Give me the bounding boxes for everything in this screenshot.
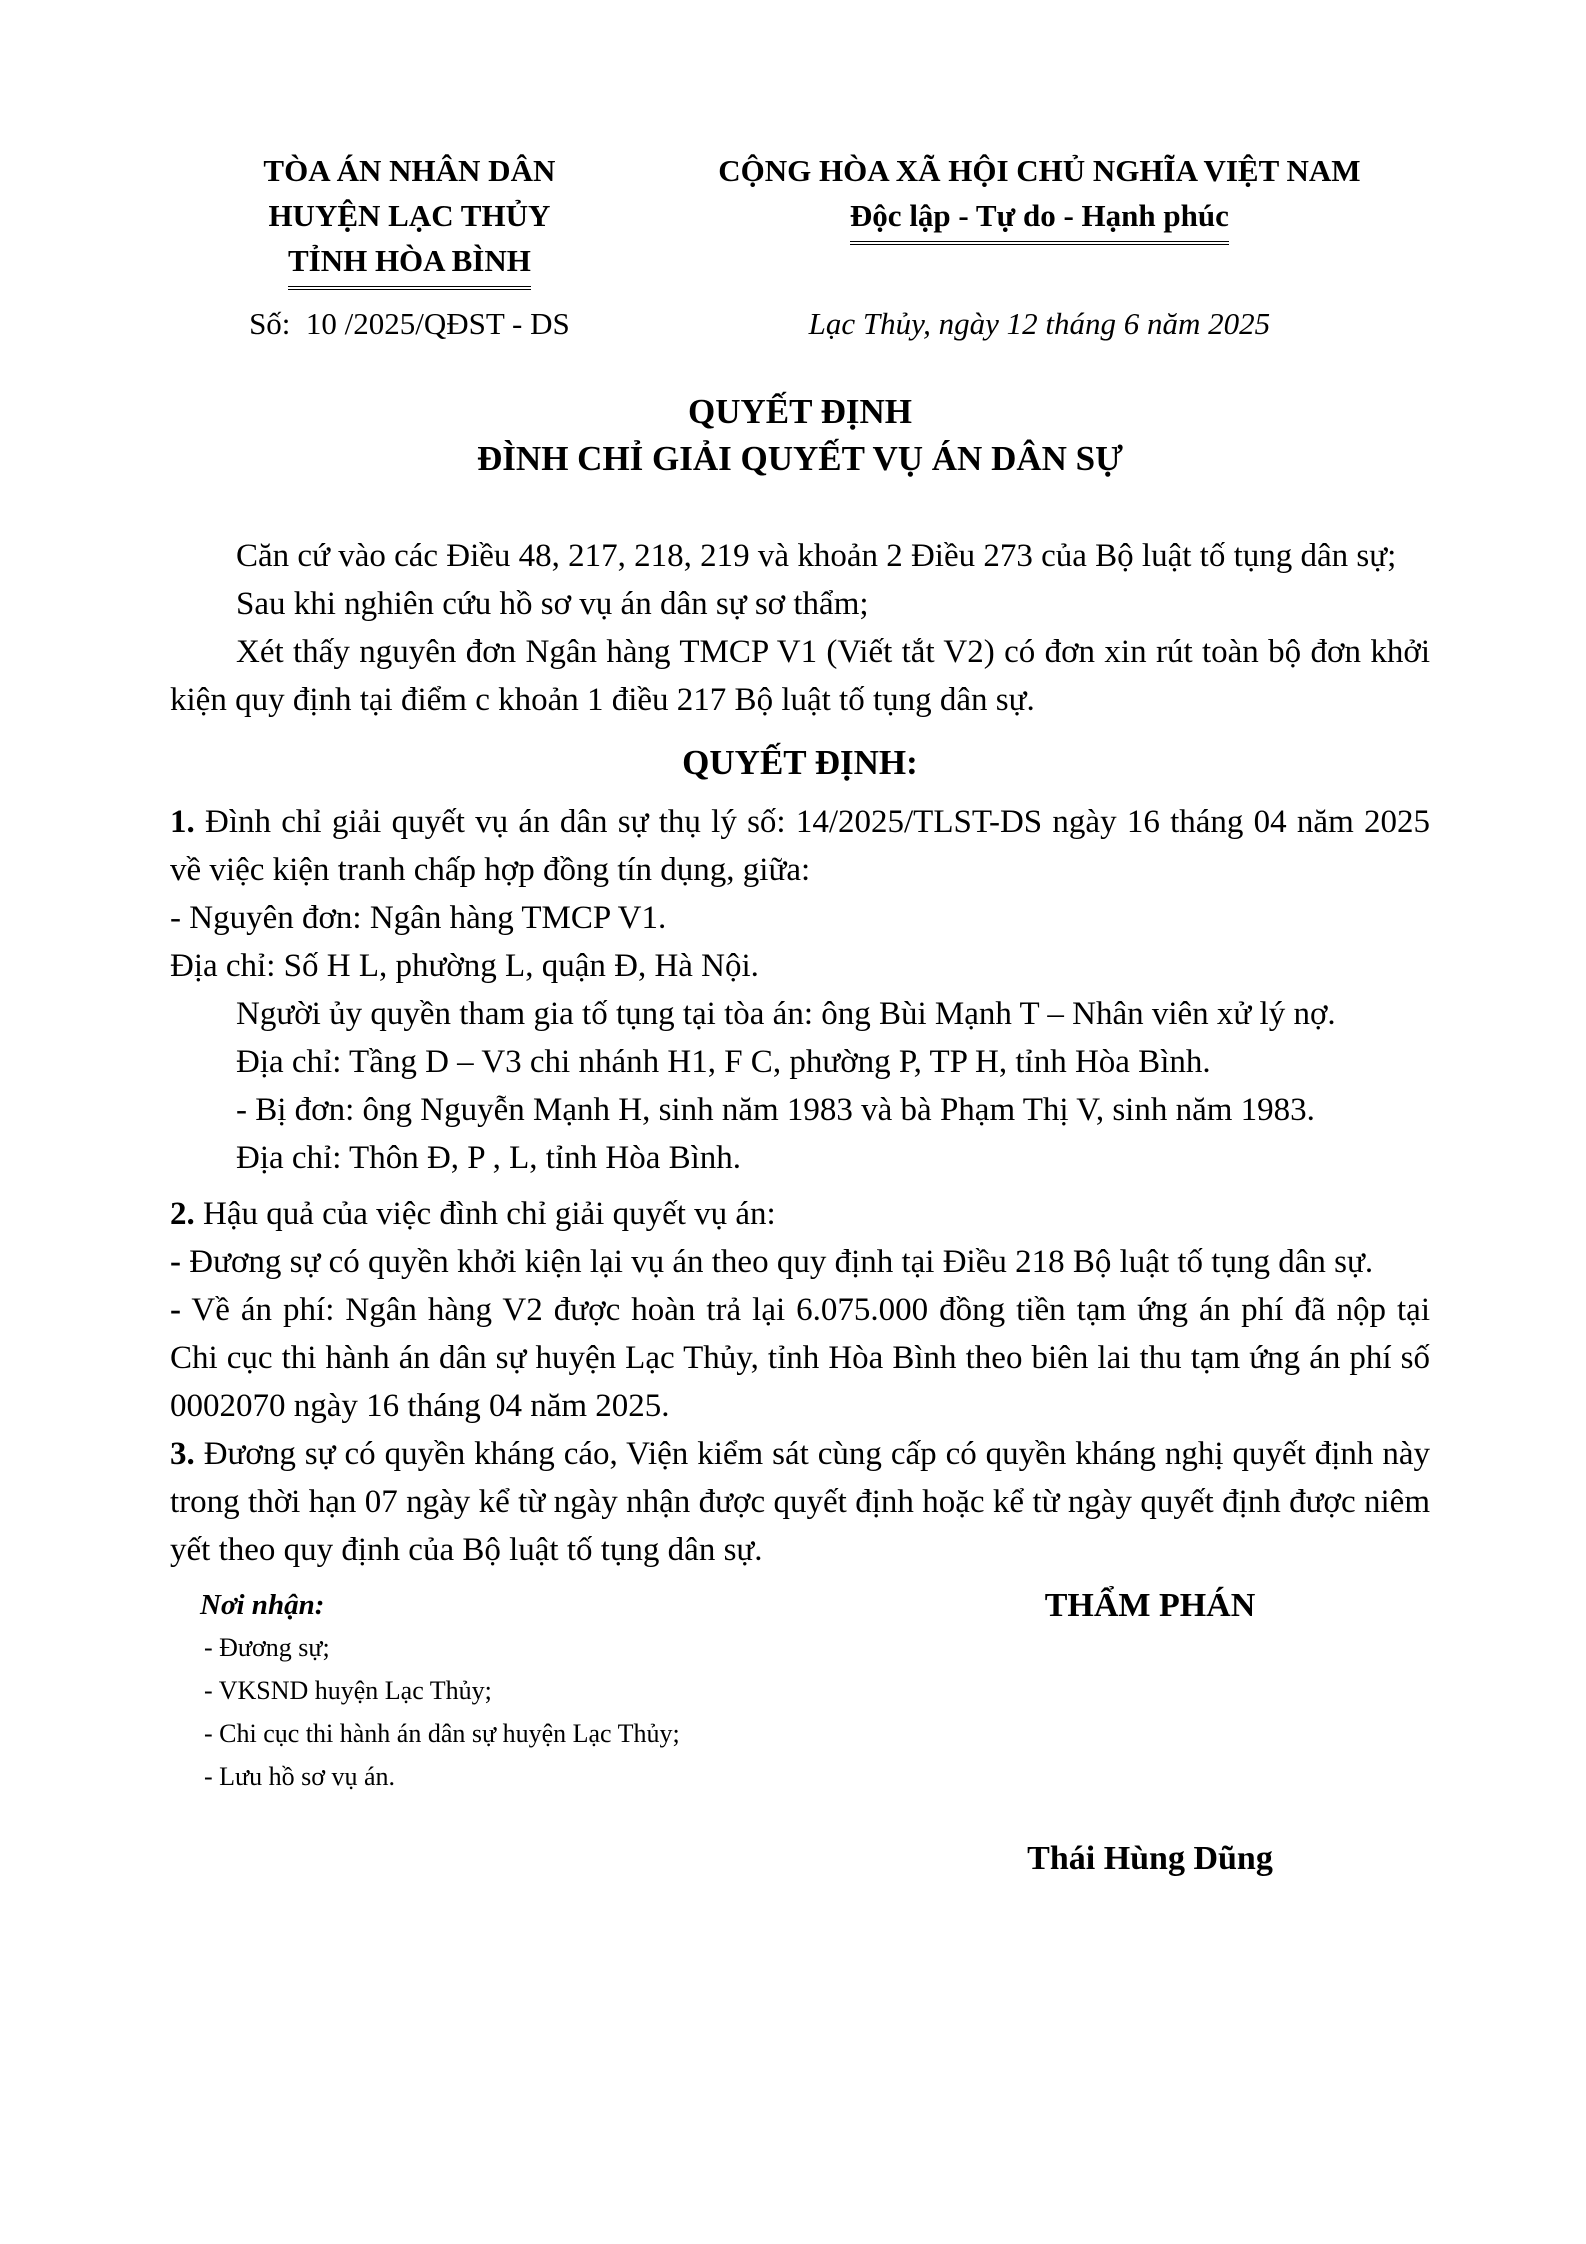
section-text: Hậu quả của việc đình chỉ giải quyết vụ án: xyxy=(194,1196,776,1232)
section-number: 3. xyxy=(170,1436,195,1472)
section-paragraph xyxy=(170,990,1430,1038)
recipient-item: - Chi cục thi hành án dân sự huyện Lạc Thủy; xyxy=(204,1719,680,1748)
section-paragraph xyxy=(170,894,1430,942)
court-name-line1: TÒA ÁN NHÂN DÂN xyxy=(263,153,556,188)
section-number: 1. xyxy=(170,804,195,840)
section-text: Về án phí: Ngân hàng V2 được hoàn trả lại 6.075.000 đồng tiền tạm ứng án phí đã nộp tại Chi cục thi hành án dân sự huyện Lạc Thủy, tỉnh Hòa Bình theo biên lai thu tạm ứng án phí số 0002070 ngày 16 tháng 04 năm 2025. xyxy=(170,1292,1430,1424)
document-number: Số: 10 /2025/QĐST - DS xyxy=(249,306,570,341)
judge-title: THẨM PHÁN xyxy=(1044,1587,1256,1624)
court-name-line2: HUYỆN LẠC THỦY xyxy=(268,198,551,233)
section-paragraph xyxy=(170,1134,1430,1182)
section-text: Người ủy quyền tham gia tố tụng tại tòa án: ông Bùi Mạnh T – Nhân viên xử lý nợ. xyxy=(236,996,1336,1032)
recipients-block xyxy=(170,1584,870,1878)
document-meta-row xyxy=(170,306,1430,342)
recipients-label: Nơi nhận: xyxy=(200,1589,325,1621)
section-text: Địa chỉ: Số H L, phường L, quận Đ, Hà Nội. xyxy=(170,948,759,984)
section-text: Đương sự có quyền kháng cáo, Viện kiểm sát cùng cấp có quyền kháng nghị quyết định này trong thời hạn 07 ngày kể từ ngày nhận được quyết định hoặc kể từ ngày quyết định được niêm yết theo quy định của Bộ luật tố tụng dân sự. xyxy=(170,1436,1430,1568)
document-title-line1: QUYẾT ĐỊNH xyxy=(688,392,912,431)
national-header-block xyxy=(649,148,1430,290)
decision-heading: QUYẾT ĐỊNH: xyxy=(682,743,918,782)
section-paragraph xyxy=(170,1086,1430,1134)
document-footer xyxy=(170,1584,1430,1878)
judge-name: Thái Hùng Dũng xyxy=(1027,1840,1273,1877)
section-paragraph xyxy=(170,1286,1430,1430)
section-text: - Bị đơn: ông Nguyễn Mạnh H, sinh năm 1983 và bà Phạm Thị V, sinh năm 1983. xyxy=(236,1092,1315,1128)
section-paragraph xyxy=(170,942,1430,990)
recipient-item: - Đương sự; xyxy=(204,1633,330,1662)
place-and-date: Lạc Thủy, ngày 12 tháng 6 năm 2025 xyxy=(808,306,1271,341)
national-motto-line1: CỘNG HÒA XÃ HỘI CHỦ NGHĨA VIỆT NAM xyxy=(718,153,1361,188)
court-header-block xyxy=(170,148,649,290)
section-paragraph xyxy=(170,798,1430,894)
section-paragraph xyxy=(170,1430,1430,1574)
section-dash: - xyxy=(170,1244,181,1280)
preamble-paragraph: Căn cứ vào các Điều 48, 217, 218, 219 và khoản 2 Điều 273 của Bộ luật tố tụng dân sự; xyxy=(236,538,1397,574)
recipient-item: - VKSND huyện Lạc Thủy; xyxy=(204,1676,492,1705)
section-paragraph xyxy=(170,1238,1430,1286)
preamble-paragraph: Sau khi nghiên cứu hồ sơ vụ án dân sự sơ thẩm; xyxy=(236,586,869,622)
section-text: Đình chỉ giải quyết vụ án dân sự thụ lý số: 14/2025/TLST-DS ngày 16 tháng 04 năm 2025 về việc kiện tranh chấp hợp đồng tín dụng, giữa: xyxy=(170,804,1430,888)
document-body xyxy=(170,532,1430,1574)
section-text: Địa chỉ: Tầng D – V3 chi nhánh H1, F C, phường P, TP H, tỉnh Hòa Bình. xyxy=(236,1044,1211,1080)
document-header xyxy=(170,148,1430,290)
document-title-line2: ĐÌNH CHỈ GIẢI QUYẾT VỤ ÁN DÂN SỰ xyxy=(477,439,1123,478)
section-text: Đương sự có quyền khởi kiện lại vụ án theo quy định tại Điều 218 Bộ luật tố tụng dân sự. xyxy=(181,1244,1374,1280)
section-text: Địa chỉ: Thôn Đ, P , L, tỉnh Hòa Bình. xyxy=(236,1140,742,1176)
preamble-paragraph: Xét thấy nguyên đơn Ngân hàng TMCP V1 (Viết tắt V2) có đơn xin rút toàn bộ đơn khởi kiện quy định tại điểm c khoản 1 điều 217 Bộ luật tố tụng dân sự. xyxy=(170,634,1430,718)
recipient-item: - Lưu hồ sơ vụ án. xyxy=(204,1762,396,1791)
national-motto-line2 xyxy=(649,193,1430,245)
document-title xyxy=(170,388,1430,482)
signature-block xyxy=(870,1584,1430,1878)
motto-underlined: Độc lập - Tự do - Hạnh phúc xyxy=(850,193,1229,245)
section-paragraph xyxy=(170,1190,1430,1238)
section-text: - Nguyên đơn: Ngân hàng TMCP V1. xyxy=(170,900,667,936)
section-dash: - xyxy=(170,1292,181,1328)
court-name-line3 xyxy=(170,238,649,290)
court-province-underlined: TỈNH HÒA BÌNH xyxy=(288,238,531,290)
section-paragraph xyxy=(170,1038,1430,1086)
section-number: 2. xyxy=(170,1196,195,1232)
